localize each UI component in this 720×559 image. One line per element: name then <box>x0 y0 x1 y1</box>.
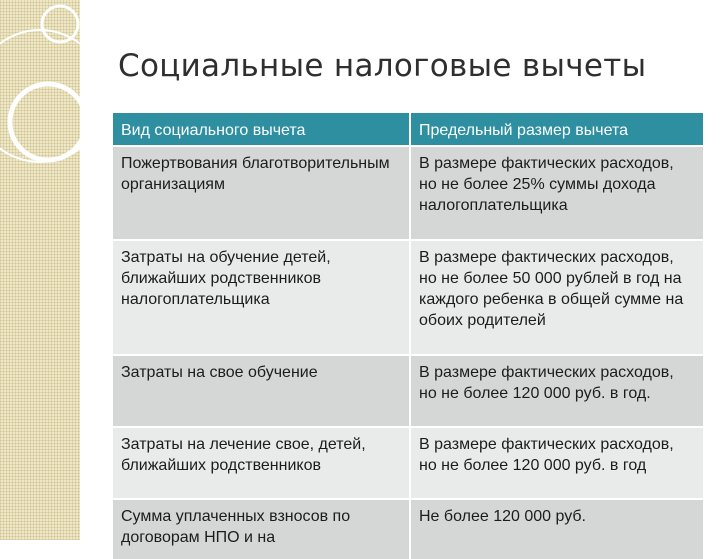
decorative-ring-small <box>42 6 78 42</box>
cell-deduction-limit: В размере фактических расходов, но не более 25% суммы дохода налогоплательщика <box>410 146 703 240</box>
table-row <box>113 427 703 499</box>
cell-deduction-limit: В размере фактических расходов, но не более 120 000 руб. в год <box>410 427 703 499</box>
table-row <box>113 240 703 355</box>
cell-deduction-limit: В размере фактических расходов, но не более 50 000 рублей в год на каждого ребенка в общей сумме на обоих родителей <box>410 240 703 355</box>
header-deduction-type: Вид социального вычета <box>113 113 410 146</box>
cell-deduction-type: Затраты на лечение свое, детей, ближайших родственников <box>113 427 410 499</box>
cell-deduction-type: Затраты на обучение детей, ближайших родственников налогоплательщика <box>113 240 410 355</box>
cell-deduction-limit: Не более 120 000 руб. <box>410 499 703 559</box>
cell-deduction-type: Затраты на свое обучение <box>113 355 410 427</box>
deductions-table <box>113 113 703 559</box>
page-title: Социальные налоговые вычеты <box>118 48 647 84</box>
table-row <box>113 146 703 240</box>
decorative-circles <box>0 0 90 200</box>
cell-deduction-type: Пожертвования благотворительным организациям <box>113 146 410 240</box>
decorative-ring-large <box>10 84 86 160</box>
table-header-row <box>113 113 703 146</box>
table-row <box>113 499 703 559</box>
cell-deduction-type: Сумма уплаченных взносов по договорам НПО и на <box>113 499 410 559</box>
table-row <box>113 355 703 427</box>
header-deduction-limit: Предельный размер вычета <box>410 113 703 146</box>
cell-deduction-limit: В размере фактических расходов, но не более 120 000 руб. в год. <box>410 355 703 427</box>
